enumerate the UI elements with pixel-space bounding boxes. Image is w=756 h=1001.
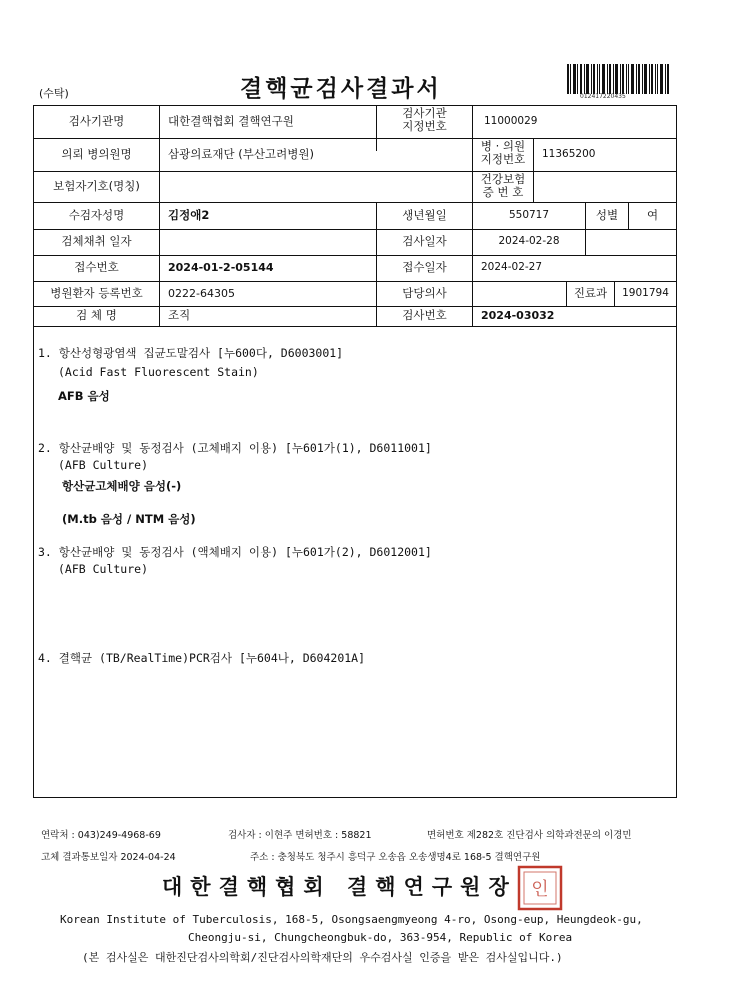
receipt-no-label: 접수번호 <box>74 260 119 274</box>
insured-label: 보험자기호(명칭) <box>53 179 140 193</box>
inst-code-value: 11000029 <box>484 115 538 127</box>
specimen-label: 검 체 명 <box>76 308 117 322</box>
collect-date-label: 검체채취 일자 <box>61 234 132 248</box>
receipt-date-value: 2024-02-27 <box>481 261 543 273</box>
receipt-date-label: 접수일자 <box>402 260 447 274</box>
result-item-1-sub: (Acid Fast Fluorescent Stain) <box>58 365 259 379</box>
result-item-2-result: 항산균고체배양 음성(-) <box>62 479 182 493</box>
clinic-code-label: 병 · 의원 지정번호 <box>480 139 526 166</box>
inst-name-value: 대한결핵협회 결핵연구원 <box>168 114 294 128</box>
footer-english-line-2: Cheongju-si, Chungcheongbuk-do, 363-954, Republic of Korea <box>188 931 573 944</box>
result-item-2-sub: (AFB Culture) <box>58 458 149 472</box>
footer-specialist: 면허번호 제282호 진단검사 의학과전문의 이경민 <box>427 830 632 841</box>
test-no-label: 검사번호 <box>402 308 447 322</box>
inst-name-label: 검사기관명 <box>68 114 125 128</box>
footer-report-date: 고체 결과통보일자 2024-04-24 <box>41 852 176 863</box>
result-item-2-title: 2. 항산균배양 및 동정검사 (고체배지 이용) [누601가(1), D6011001] <box>38 441 432 455</box>
receipt-no-value: 2024-01-2-05144 <box>168 261 274 274</box>
footer-examiner: 검사자 : 이현주 면허번호 : 58821 <box>228 830 372 841</box>
req-hospital-value: 삼광의료재단 (부산고려병원) <box>168 147 314 161</box>
barcode-number: 012417220435 <box>580 93 626 100</box>
seal-icon <box>516 864 564 912</box>
result-item-1-result: AFB 음성 <box>58 389 110 403</box>
seal-text: 인 <box>531 879 549 900</box>
footer-english-line-1: Korean Institute of Tuberculosis, 168-5, Osongsaengmyeong 4-ro, Osong-eup, Heungdeok-gu, <box>60 913 643 926</box>
doctor-label: 담당의사 <box>402 286 447 300</box>
footer-contact: 연락처 : 043)249-4968-69 <box>41 830 161 841</box>
inst-code-label: 검사기관 지정번호 <box>402 106 447 133</box>
dob-value: 550717 <box>508 209 550 221</box>
footer-org-signature: 대한결핵협회 결핵연구원장 <box>162 874 517 899</box>
suhtak-label: (수탁) <box>39 87 69 100</box>
result-item-3-sub: (AFB Culture) <box>58 562 149 576</box>
footer-address: 주소 : 충청북도 청주시 흥덕구 오송읍 오송생명4로 168-5 결핵연구원 <box>250 852 541 863</box>
hosp-reg-label: 병원환자 등록번호 <box>50 286 143 300</box>
hosp-reg-value: 0222-64305 <box>168 287 235 300</box>
dept-label: 진료과 <box>573 286 608 300</box>
patient-name-label: 수검자성명 <box>68 208 125 222</box>
test-no-value: 2024-03032 <box>481 309 555 322</box>
test-date-value: 2024-02-28 <box>498 235 560 247</box>
sex-label: 성별 <box>595 208 619 222</box>
dob-label: 생년월일 <box>402 208 447 222</box>
document-title: 결핵균검사결과서 <box>240 76 442 102</box>
result-item-2-subresult: (M.tb 음성 / NTM 음성) <box>62 512 196 526</box>
result-item-4-title: 4. 결핵균 (TB/RealTime)PCR검사 [누604나, D604201A] <box>38 651 366 665</box>
patient-name-value: 김정애2 <box>168 208 210 222</box>
test-date-label: 검사일자 <box>402 234 447 248</box>
result-item-1-title: 1. 항산성형광염색 집균도말검사 [누600다, D6003001] <box>38 346 344 360</box>
barcode-icon <box>567 64 670 94</box>
clinic-code-value: 11365200 <box>542 148 596 160</box>
dept-value: 1901794 <box>622 287 669 299</box>
req-hospital-label: 의뢰 병의원명 <box>61 147 132 161</box>
sex-value: 여 <box>646 208 659 222</box>
specimen-value: 조직 <box>168 308 191 322</box>
health-ins-label: 건강보험 증 번 호 <box>480 172 526 199</box>
result-item-3-title: 3. 항산균배양 및 동정검사 (액체배지 이용) [누601가(2), D6012001] <box>38 545 432 559</box>
footer-certification: (본 검사실은 대한진단검사의학회/진단검사의학재단의 우수검사실 인증을 받은 검사실입니다.) <box>82 951 563 964</box>
